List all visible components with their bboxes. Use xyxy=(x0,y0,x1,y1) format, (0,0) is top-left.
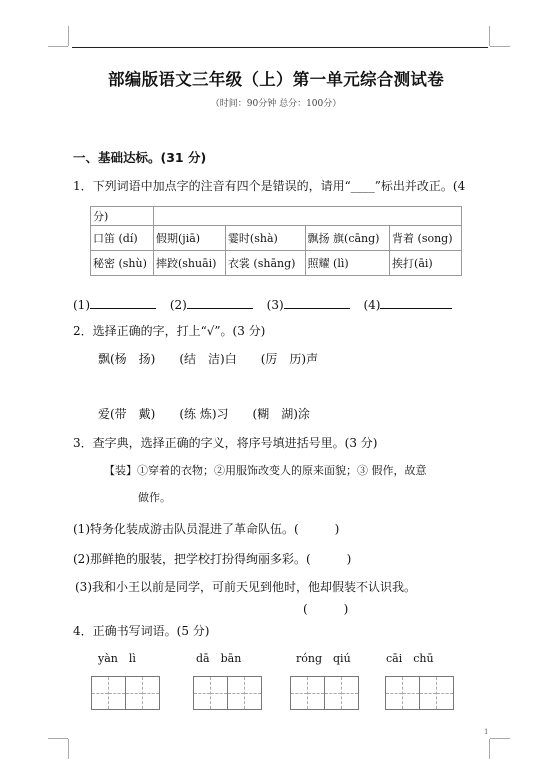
crop-mark xyxy=(489,739,490,759)
table-row xyxy=(91,251,462,276)
crop-mark xyxy=(489,26,490,46)
table-row xyxy=(91,226,462,251)
table-cell xyxy=(91,207,154,226)
answer-blank[interactable] xyxy=(284,296,350,309)
section-heading: 一、基础达标。(31 分) xyxy=(73,150,207,165)
pinyin-label: cāi chū xyxy=(386,652,434,665)
definition-line-2: 做作。 xyxy=(138,491,171,504)
table-cell: 摔跤(shuāi) xyxy=(154,251,226,276)
table-cell xyxy=(154,207,462,226)
question-1-text-cont: 分) xyxy=(93,210,109,223)
page-title: 部编版语文三年级（上）第一单元综合测试卷 xyxy=(108,70,444,89)
question-2-line-1: 飘(杨 扬) (结 洁)白 (厉 历)声 xyxy=(98,352,319,366)
question-2-text: 2．选择正确的字，打上“√”。(3 分) xyxy=(73,324,266,338)
crop-mark xyxy=(68,739,69,759)
sentence-3-blank: ( ) xyxy=(303,602,349,616)
crop-mark xyxy=(490,46,510,47)
table-cell: 衣裳 (shāng) xyxy=(225,251,305,276)
blank-label: (1) xyxy=(73,298,90,312)
answer-blanks xyxy=(73,296,452,312)
table-cell: 秘密 (shù) xyxy=(91,251,154,276)
answer-blank[interactable] xyxy=(380,296,452,309)
writing-grid[interactable] xyxy=(290,676,359,710)
pinyin-label: róng qiú xyxy=(296,652,351,665)
answer-blank[interactable] xyxy=(187,296,253,309)
sentence-3: (3)我和小王以前是同学，可前天见到他时，他却假装不认识我。 xyxy=(75,580,417,594)
table-cell: 照耀 (lì) xyxy=(305,251,390,276)
page-number: 1 xyxy=(484,728,489,736)
crop-mark xyxy=(490,738,510,739)
table-cell: 挨打(āi) xyxy=(390,251,462,276)
table-cell: 口笛 (dí) xyxy=(91,226,154,251)
question-4-text: 4．正确书写词语。(5 分) xyxy=(73,624,210,638)
crop-mark xyxy=(48,46,68,47)
writing-grid[interactable] xyxy=(91,676,160,710)
table-cell: 霎时(shà) xyxy=(225,226,305,251)
table-cell: 飘扬 旗(cāng) xyxy=(305,226,390,251)
question-1-text: 1．下列词语中加点字的注音有四个是错误的，请用“____”标出并改正。(4 xyxy=(73,179,466,193)
writing-grid[interactable] xyxy=(193,676,262,710)
page-subtitle: （时间：90分钟 总分：100分） xyxy=(210,99,342,109)
pinyin-label: yàn lì xyxy=(98,652,136,665)
sentence-2: (2)那鲜艳的服装，把学校打扮得绚丽多彩。( ) xyxy=(73,552,352,566)
sentence-1: (1)特务化装成游击队员混进了革命队伍。( ) xyxy=(73,522,340,536)
blank-label: (2) xyxy=(169,298,187,312)
question-2-line-2: 爱(带 戴) (练 炼)习 (糊 湖)涂 xyxy=(98,407,310,421)
table-cell: 背着 (song) xyxy=(390,226,462,251)
blank-label: (4) xyxy=(363,298,381,312)
pinyin-table xyxy=(90,206,462,276)
definition-line-1: 【装】①穿着的衣物；②用服饰改变人的原来面貌；③ 假作，故意 xyxy=(104,464,427,477)
table-cell: 假期(jiā) xyxy=(154,226,226,251)
header-rule xyxy=(72,47,488,48)
answer-blank[interactable] xyxy=(90,296,156,309)
crop-mark xyxy=(68,26,69,46)
writing-grid[interactable] xyxy=(385,676,454,710)
pinyin-label: dā bān xyxy=(196,652,242,665)
question-3-text: 3．查字典，选择正确的字义，将序号填进括号里。(3 分) xyxy=(73,436,378,450)
crop-mark xyxy=(48,738,68,739)
blank-label: (3) xyxy=(266,298,284,312)
